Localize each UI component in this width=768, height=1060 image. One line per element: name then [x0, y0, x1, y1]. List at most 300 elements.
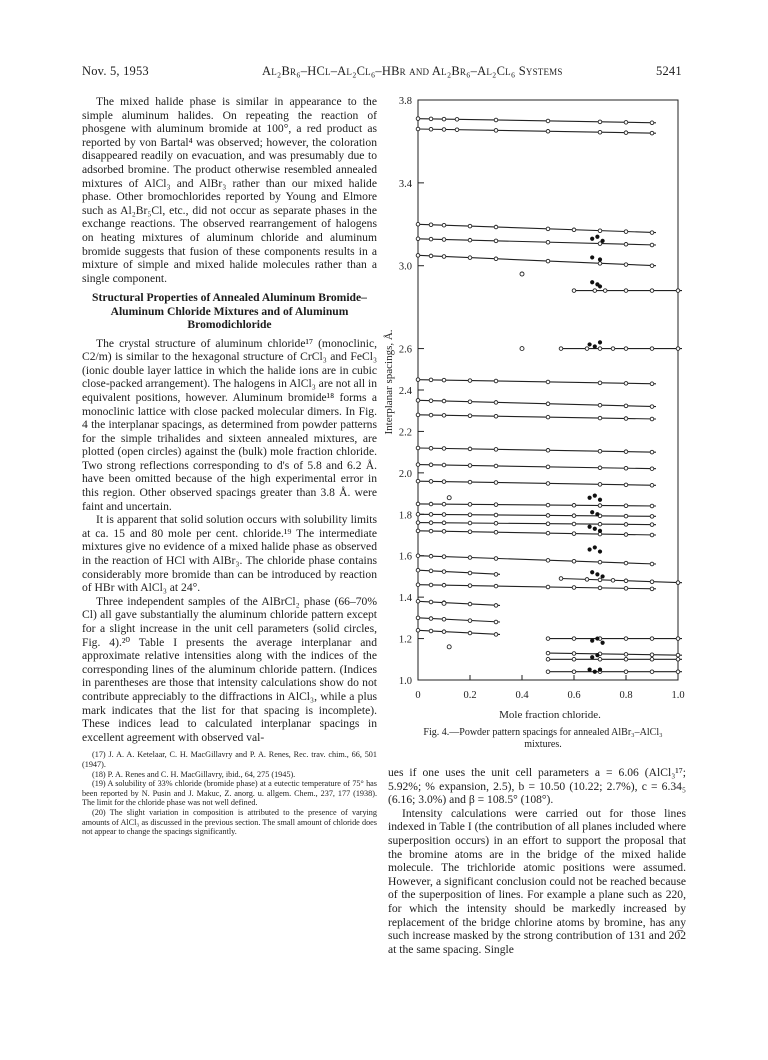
- data-point-open: [416, 254, 420, 258]
- data-point-open: [468, 224, 472, 228]
- data-point-open: [429, 554, 433, 558]
- data-point-open: [585, 578, 589, 582]
- data-point-open: [429, 583, 433, 587]
- data-point-open: [429, 521, 433, 525]
- data-point-open: [429, 413, 433, 417]
- data-point-open: [624, 417, 628, 421]
- data-point-open: [442, 521, 446, 525]
- x-tick-label: 0: [415, 690, 421, 701]
- data-point-open: [650, 580, 654, 584]
- data-point-solid: [595, 512, 599, 516]
- series-line: [418, 514, 656, 516]
- data-point-open: [429, 378, 433, 382]
- x-tick-label: 0.4: [515, 690, 529, 701]
- data-point-open: [546, 402, 550, 406]
- data-point-solid: [588, 668, 592, 672]
- data-point-open: [624, 263, 628, 267]
- data-point-open: [429, 569, 433, 573]
- data-point-open: [650, 450, 654, 454]
- data-point-solid: [598, 668, 602, 672]
- header-title: Al₂Br₆–HCl–Al₂Cl₆–HBr and Al₂Br₆–Al₂Cl₆ Systems: [262, 64, 563, 78]
- data-point-open: [546, 240, 550, 244]
- data-point-open: [650, 587, 654, 591]
- data-point-open: [676, 581, 680, 585]
- data-point-open: [598, 483, 602, 487]
- data-point-open: [624, 382, 628, 386]
- footnotes: [82, 750, 377, 836]
- data-point-open: [676, 653, 680, 657]
- data-point-open: [676, 289, 680, 293]
- data-point-open: [598, 578, 602, 582]
- data-point-open: [494, 620, 498, 624]
- data-point-open: [494, 118, 498, 122]
- data-point-open: [624, 670, 628, 674]
- data-point-open: [416, 568, 420, 572]
- data-point-solid: [598, 549, 602, 553]
- data-point-open: [572, 504, 576, 508]
- data-point-open: [429, 127, 433, 131]
- y-tick-label: 1.6: [398, 551, 412, 563]
- data-point-open: [416, 554, 420, 558]
- data-point-open: [447, 645, 451, 649]
- data-point-open: [598, 657, 602, 661]
- data-point-open: [572, 586, 576, 590]
- data-point-open: [650, 347, 654, 351]
- data-point-open: [442, 601, 446, 605]
- data-point-open: [416, 127, 420, 131]
- data-point-open: [416, 512, 420, 516]
- data-point-open: [650, 483, 654, 487]
- series-line: [418, 380, 656, 384]
- data-point-open: [494, 448, 498, 452]
- data-point-open: [624, 121, 628, 125]
- figure-caption-line: Fig. 4.—Powder pattern spacings for annealed AlBr₃–AlCl₃: [423, 727, 663, 738]
- right-column: [388, 766, 686, 956]
- series-line: [418, 448, 656, 452]
- data-point-open: [429, 223, 433, 227]
- y-tick-label: 1.0: [398, 676, 412, 687]
- data-point-open: [416, 463, 420, 467]
- data-point-open: [546, 531, 550, 535]
- data-point-open: [442, 447, 446, 451]
- data-point-open: [429, 629, 433, 633]
- data-point-open: [468, 602, 472, 606]
- data-point-open: [624, 504, 628, 508]
- data-point-open: [598, 403, 602, 407]
- data-point-open: [624, 347, 628, 351]
- series-line: [418, 400, 656, 406]
- data-point-open: [442, 630, 446, 634]
- data-point-open: [416, 529, 420, 533]
- data-point-open: [546, 380, 550, 384]
- data-point-open: [494, 633, 498, 637]
- data-point-open: [546, 657, 550, 661]
- data-point-open: [468, 503, 472, 507]
- data-point-open: [442, 617, 446, 621]
- x-tick-label: 0.8: [619, 690, 633, 701]
- data-point-open: [676, 347, 680, 351]
- data-point-open: [442, 513, 446, 517]
- data-point-open: [559, 577, 563, 581]
- data-point-solid: [588, 525, 592, 529]
- data-point-open: [624, 243, 628, 247]
- data-point-solid: [590, 237, 594, 241]
- data-point-solid: [588, 342, 592, 346]
- data-point-open: [546, 415, 550, 419]
- data-point-solid: [590, 255, 594, 259]
- data-point-open: [429, 446, 433, 450]
- data-point-solid: [601, 239, 605, 243]
- data-point-open: [650, 653, 654, 657]
- paragraph: It is apparent that solid solution occurs with solubility limits at ca. 15 and 80 mole per cent. chloride.¹⁹ The intermediate mixtures give no evidence of a mixed halide phase as observed in the reaction of HCl with AlBr₃. The chloride phase contains considerably more bromide than can be introduced by reaction of HBr with AlCl₃ at 24°.: [82, 513, 377, 595]
- data-point-open: [494, 401, 498, 405]
- data-point-open: [546, 637, 550, 641]
- data-point-open: [546, 585, 550, 589]
- series-line: [548, 653, 682, 655]
- data-point-open: [598, 522, 602, 526]
- data-point-open: [624, 657, 628, 661]
- y-tick-label: 2.4: [398, 386, 412, 397]
- data-point-open: [429, 254, 433, 258]
- data-point-open: [624, 289, 628, 293]
- data-point-open: [442, 570, 446, 574]
- series-line: [418, 481, 656, 485]
- data-point-open: [468, 619, 472, 623]
- y-tick-label: 1.8: [398, 510, 412, 522]
- data-point-open: [624, 523, 628, 527]
- figure-4-chart: [380, 92, 700, 722]
- data-point-open: [416, 502, 420, 506]
- data-point-open: [546, 465, 550, 469]
- series-line: [418, 415, 656, 419]
- data-point-open: [650, 231, 654, 235]
- data-point-open: [442, 555, 446, 559]
- y-tick-label: 3.8: [398, 96, 412, 107]
- x-tick-label: 0.6: [567, 690, 581, 701]
- data-point-open: [546, 119, 550, 123]
- data-point-open: [442, 583, 446, 587]
- data-point-open: [676, 670, 680, 674]
- footnote: (18) P. A. Renes and C. H. MacGillavry, ibid., 64, 275 (1945).: [92, 769, 296, 779]
- data-point-solid: [601, 574, 605, 578]
- data-point-open: [650, 515, 654, 519]
- data-point-open: [494, 225, 498, 229]
- data-point-open: [598, 120, 602, 124]
- data-point-open: [468, 238, 472, 242]
- data-point-solid: [593, 545, 597, 549]
- data-point-open: [468, 447, 472, 451]
- data-point-open: [598, 347, 602, 351]
- data-point-open: [650, 637, 654, 641]
- data-point-open: [676, 657, 680, 661]
- data-point-open: [546, 503, 550, 507]
- data-point-open: [429, 513, 433, 517]
- x-tick-label: 1.0: [671, 690, 685, 701]
- data-point-open: [442, 128, 446, 132]
- data-point-open: [494, 129, 498, 133]
- data-point-open: [572, 532, 576, 536]
- y-tick-label: 1.2: [398, 634, 412, 646]
- data-point-solid: [590, 639, 594, 643]
- data-point-open: [416, 399, 420, 403]
- data-point-solid: [595, 572, 599, 576]
- section-heading: Structural Properties of Annealed Aluminum Bromide–Aluminum Chloride Mixtures and of Aluminum Bromodichloride: [92, 291, 367, 332]
- data-point-open: [598, 586, 602, 590]
- data-point-open: [572, 559, 576, 563]
- data-point-open: [416, 583, 420, 587]
- series-line: [418, 239, 656, 245]
- data-point-open: [598, 560, 602, 564]
- left-column: [82, 95, 377, 837]
- data-point-open: [650, 131, 654, 135]
- data-point-open: [603, 289, 607, 293]
- footnote: (17) J. A. A. Ketelaar, C. H. MacGillavry and P. A. Renes, Rec. trav. chim., 66, 501 (1947).: [82, 750, 377, 769]
- data-point-open: [455, 118, 459, 122]
- data-point-open: [624, 579, 628, 583]
- y-axis-label: Interplanar spacings, Å.: [383, 329, 395, 435]
- data-point-open: [650, 523, 654, 527]
- data-point-solid: [595, 653, 599, 657]
- data-point-open: [559, 347, 563, 351]
- data-point-open: [624, 533, 628, 537]
- data-point-open: [598, 381, 602, 385]
- data-point-open: [494, 503, 498, 507]
- data-point-open: [442, 480, 446, 484]
- data-point-open: [416, 237, 420, 241]
- data-point-open: [650, 417, 654, 421]
- data-point-open: [442, 530, 446, 534]
- data-point-open: [624, 587, 628, 591]
- plot-frame: [418, 100, 678, 680]
- data-point-solid: [590, 570, 594, 574]
- footnote: (20) The slight variation in composition is attributed to the presence of varying amounts of AlCl₃ as discussed in the previous section. The small amount of chloride does not appear to change the spacings significantly.: [82, 807, 377, 837]
- data-point-solid: [598, 340, 602, 344]
- data-point-open: [429, 117, 433, 121]
- series-line: [418, 255, 656, 265]
- data-point-open: [572, 228, 576, 232]
- data-point-open: [429, 617, 433, 621]
- data-point-open: [429, 237, 433, 241]
- data-point-open: [546, 522, 550, 526]
- series-line: [418, 129, 656, 133]
- data-point-open: [624, 230, 628, 234]
- data-point-open: [624, 131, 628, 135]
- data-point-open: [429, 502, 433, 506]
- data-point-open: [416, 628, 420, 632]
- data-point-solid: [595, 636, 599, 640]
- data-point-open: [468, 414, 472, 418]
- data-point-open: [650, 382, 654, 386]
- y-tick-label: 2.0: [398, 468, 412, 480]
- data-point-open: [416, 378, 420, 382]
- data-point-open: [650, 243, 654, 247]
- data-point-open: [442, 463, 446, 467]
- data-point-open: [546, 670, 550, 674]
- footnote: (19) A solubility of 33% chloride (bromide phase) at a eutectic temperature of 75° has been reported by N. Pusin and J. Makuc, Z. anorg. u. allgem. Chem., 237, 177 (1938). The limit for the chloride phase was not well defined.: [82, 779, 377, 808]
- data-point-open: [468, 464, 472, 468]
- data-point-open: [416, 446, 420, 450]
- paragraph: Three independent samples of the AlBrCl₂ phase (66–70% Cl) all gave substantially the aluminum chloride pattern except for a slight increase in the unit cell parameters (solid circles, Fig. 4).²⁰ Table I presents the average interplanar and approximate relative intensities along with the indices of the corresponding lines of the aluminum chloride pattern. (Indices in parentheses are those that intensity calculations show do not contribute appreciably to the diffractions in AlCl₃, while a plus mark indicates that the list for that spacing is incomplete). These indices lead to calculated interplanar spacings in excellent agreement with observed val-: [82, 594, 377, 744]
- data-point-open: [598, 449, 602, 453]
- data-point-open: [494, 239, 498, 243]
- data-point-open: [650, 289, 654, 293]
- data-point-open: [611, 579, 615, 583]
- figure-caption: [384, 727, 702, 751]
- data-point-open: [546, 259, 550, 263]
- data-point-open: [442, 399, 446, 403]
- data-point-open: [494, 464, 498, 468]
- data-point-solid: [588, 547, 592, 551]
- data-point-open: [416, 616, 420, 620]
- data-point-open: [546, 514, 550, 518]
- data-point-open: [572, 522, 576, 526]
- y-tick-label: 3.0: [398, 261, 412, 273]
- data-point-open: [442, 117, 446, 121]
- data-point-open: [650, 121, 654, 125]
- data-point-open: [455, 128, 459, 132]
- data-point-open: [468, 530, 472, 534]
- data-point-open: [468, 584, 472, 588]
- data-point-solid: [598, 498, 602, 502]
- data-point-solid: [595, 235, 599, 239]
- figure-caption-line: mixtures.: [524, 739, 562, 750]
- data-point-open: [468, 521, 472, 525]
- data-point-solid: [593, 670, 597, 674]
- header-page-number: 5241: [656, 64, 682, 78]
- data-point-open: [494, 530, 498, 534]
- y-tick-label: 2.6: [398, 344, 412, 356]
- series-line: [418, 531, 656, 535]
- data-point-open: [520, 347, 524, 351]
- data-point-open: [650, 405, 654, 409]
- data-point-open: [624, 653, 628, 657]
- data-point-open: [598, 504, 602, 508]
- data-point-open: [546, 130, 550, 134]
- series-line: [418, 585, 656, 589]
- data-point-open: [593, 289, 597, 293]
- data-point-open: [572, 514, 576, 518]
- data-point-open: [624, 514, 628, 518]
- header-date: Nov. 5, 1953: [82, 64, 149, 78]
- data-point-open: [611, 347, 615, 351]
- data-point-open: [494, 557, 498, 561]
- data-point-open: [624, 404, 628, 408]
- data-point-solid: [598, 284, 602, 288]
- data-point-open: [416, 222, 420, 226]
- data-point-open: [442, 223, 446, 227]
- y-tick-label: 1.4: [398, 593, 412, 605]
- data-point-open: [429, 600, 433, 604]
- data-point-open: [585, 347, 589, 351]
- data-point-open: [650, 657, 654, 661]
- paragraph: ues if one uses the unit cell parameters a = 6.06 (AlCl₃¹⁷; 5.92%; % expansion, 2.5), b = 10.50 (10.22; 2.7%), c = 6.34₅ (6.16; 3.0%) and β = 108.5° (108°).: [388, 766, 686, 807]
- data-point-open: [468, 400, 472, 404]
- series-line: [418, 465, 656, 469]
- data-point-solid: [590, 280, 594, 284]
- data-point-solid: [593, 527, 597, 531]
- data-point-open: [429, 399, 433, 403]
- data-point-open: [416, 413, 420, 417]
- paragraph: Intensity calculations were carried out for those lines indexed in Table I (the contribution of all planes included where superposition occurs) in an effort to support the proposal that the bromine atoms are in the bridge of the mixed halide molecule. The trichloride atomic positions were assumed. However, a significant conclusion could not be reached because of the superposition of lines. For example a plane such as 220, for which the intensity should be markedly increased by replacement of the bridge chlorine atoms by bromine, has any such increase masked by the strong contribution of 131 and 20̅2 at the same spacing. Single: [388, 806, 686, 956]
- data-point-open: [447, 496, 451, 500]
- x-axis-label: Mole fraction chloride.: [499, 709, 601, 721]
- series-line: [418, 523, 656, 525]
- data-point-open: [624, 450, 628, 454]
- data-point-open: [494, 513, 498, 517]
- data-point-open: [494, 414, 498, 418]
- data-point-open: [650, 533, 654, 537]
- data-point-open: [520, 272, 524, 276]
- data-point-open: [650, 467, 654, 471]
- data-point-open: [650, 504, 654, 508]
- data-point-open: [494, 257, 498, 261]
- series-line: [418, 224, 656, 232]
- paragraph: The crystal structure of aluminum chloride¹⁷ (monoclinic, C2/m) is similar to the hexagonal structure of CrCl₃ and FeCl₃ (ionic double layer lattice in which the halide ions are in cubic close-packed arrangement). The halogens in AlCl₃ are not all in equivalent positions, however. Aluminum bromide¹⁸ forms a monoclinic lattice with close packed molecular dimers. In Fig. 4 the interplanar spacings, as determined from powder patterns for the simple trihalides and sixteen annealed mixtures, are plotted (open circles) against the (bulk) mole fraction chloride. Two strong reflections corresponding to d's of 5.8 and 6.2 Å. have been omitted because of the high experimental error in this region. Other observed spacings greater than 3.8 Å. were faint and uncertain.: [82, 336, 377, 513]
- plot-area: [399, 96, 685, 701]
- data-point-open: [494, 481, 498, 485]
- data-point-open: [468, 513, 472, 517]
- data-point-open: [598, 130, 602, 134]
- data-point-open: [598, 466, 602, 470]
- series-line: [418, 504, 656, 506]
- data-point-open: [468, 256, 472, 260]
- data-point-open: [624, 561, 628, 565]
- series-line: [418, 119, 656, 123]
- data-point-open: [468, 631, 472, 635]
- data-point-open: [494, 379, 498, 383]
- data-point-open: [598, 229, 602, 233]
- data-point-open: [416, 479, 420, 483]
- data-point-solid: [590, 510, 594, 514]
- data-point-open: [442, 255, 446, 259]
- data-point-open: [650, 670, 654, 674]
- data-point-open: [468, 571, 472, 575]
- data-point-open: [442, 414, 446, 418]
- data-point-open: [572, 657, 576, 661]
- x-tick-label: 0.2: [463, 690, 477, 701]
- data-point-open: [598, 416, 602, 420]
- data-point-open: [546, 559, 550, 563]
- paragraph: The mixed halide phase is similar in appearance to the simple aluminum halides. On repeating the reaction of phosgene with aluminum bromide at 100°, a red product as reported by von Bartal⁴ was observed; however, the coloration disappeared readily on evacuation, and was presumably due to adsorbed bromine. The product otherwise resembled annealed mixtures of AlCl₃ and AlBr₃ rather than our mixed halide phase. Other bromochlorides reported by Young and Elmore such as Al₂Br₅Cl, etc., did not occur as separate phases in the exchange reactions. The observed rearrangement of halogens on heating mixtures of aluminum chloride and aluminum bromide suggests that fusion of these components results in a mixture of simple and mixed halide molecules rather than a single component.: [82, 95, 377, 285]
- data-point-open: [494, 521, 498, 525]
- data-point-open: [650, 264, 654, 268]
- data-point-open: [494, 584, 498, 588]
- data-point-open: [494, 604, 498, 608]
- data-point-open: [624, 466, 628, 470]
- data-point-open: [429, 480, 433, 484]
- data-point-open: [546, 482, 550, 486]
- data-point-open: [494, 573, 498, 577]
- data-point-open: [442, 378, 446, 382]
- data-point-open: [429, 529, 433, 533]
- data-point-open: [546, 651, 550, 655]
- data-point-open: [598, 262, 602, 266]
- data-point-open: [572, 652, 576, 656]
- series-line: [561, 579, 682, 583]
- data-point-open: [468, 379, 472, 383]
- data-point-open: [416, 599, 420, 603]
- data-point-open: [676, 637, 680, 641]
- data-point-open: [546, 449, 550, 453]
- data-point-open: [442, 502, 446, 506]
- data-point-open: [546, 227, 550, 231]
- data-point-open: [416, 521, 420, 525]
- series-line: [418, 556, 656, 564]
- data-point-solid: [593, 344, 597, 348]
- data-point-open: [650, 562, 654, 566]
- y-tick-label: 2.2: [398, 427, 412, 439]
- data-point-solid: [598, 257, 602, 261]
